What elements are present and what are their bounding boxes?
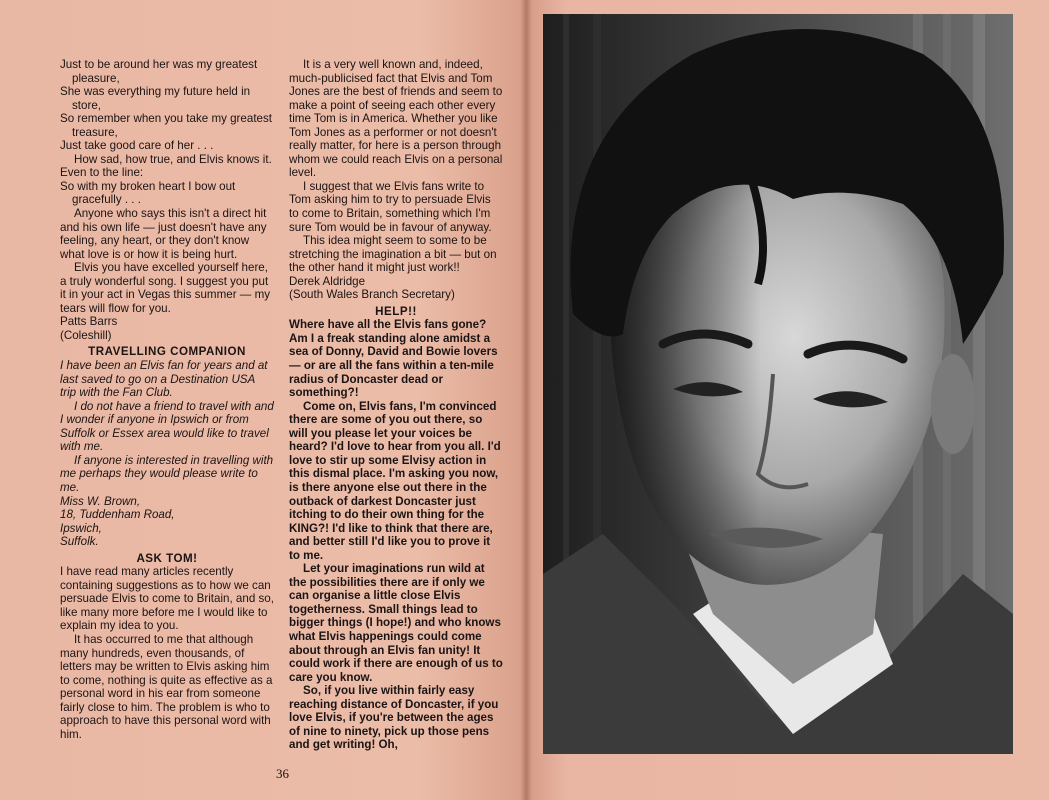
paragraph: I have been an Elvis fan for years and at last saved to go on a Destination USA trip with the Fan Club. <box>60 359 268 400</box>
paragraph: Where have all the Elvis fans gone? Am I a freak standing alone amidst a sea of Donny, David and Bowie lovers — or are all the fans within a ten-mile radius of Doncaster dead or something?! <box>289 318 498 400</box>
paragraph: Miss W. Brown, <box>60 494 141 508</box>
left-text-column <box>60 58 274 741</box>
paragraph: I have read many articles recently containing suggestions as to how we can persuade Elvis to come to Britain, and so, like many more before me I would like to explain my idea to you. <box>60 565 274 633</box>
paragraph: Anyone who says this isn't a direct hit and his own life — just doesn't have any feeling, any heart, or they don't know what love is or how it is being hurt. <box>60 207 267 261</box>
paragraph: Suffolk. <box>60 535 99 549</box>
section-heading: HELP!! <box>375 304 417 318</box>
paragraph: (South Wales Branch Secretary) <box>289 288 455 302</box>
portrait-illustration <box>543 14 1013 754</box>
paragraph: So with my broken heart I bow out gracefully . . . <box>60 179 236 207</box>
section-heading: TRAVELLING COMPANION <box>88 345 246 359</box>
paragraph: Just to be around her was my greatest pleasure, <box>60 58 258 85</box>
section-heading: ASK TOM! <box>136 551 198 565</box>
paragraph: Ipswich, <box>60 521 102 535</box>
binding-gutter <box>520 0 532 800</box>
paragraph: Elvis you have excelled yourself here, a truly wonderful song. I suggest you put it in your act in Vegas this summer — my tears will flow for you. <box>60 261 271 315</box>
paragraph: I do not have a friend to travel with and I wonder if anyone in Ipswich or from Suffolk or Essex area would like to travel with me. <box>60 399 274 454</box>
paragraph: This idea might seem to some to be stretching the imagination a bit — but on the other hand it might just work!! <box>289 234 497 275</box>
right-text-column <box>289 58 503 752</box>
paragraph: (Coleshill) <box>60 328 112 342</box>
portrait-photo <box>543 14 1013 754</box>
paragraph: How sad, how true, and Elvis knows it. Even to the line: <box>60 152 272 180</box>
paragraph: I suggest that we Elvis fans write to Tom asking him to try to persuade Elvis to come to Britain, something which I'm sure Tom would be in favour of anyway. <box>289 179 492 234</box>
paragraph: So remember when you take my greatest treasure, <box>60 112 273 139</box>
paragraph: Come on, Elvis fans, I'm convinced there are some of you out there, so will you please let your voices be heard? I'd love to hear from you all. I'd love to stir up some Elvisy action in this dismal place. I'm asking you now, is there anyone else out there in the outback of darkest Doncaster just itching to do their own thing for the KING?! I'd like to think that there are, and better still I'd like you to prove it to me. <box>289 399 501 562</box>
paragraph: It is a very well known and, indeed, much-publicised fact that Elvis and Tom Jones are the best of friends and seem to make a point of seeing each other every time Tom is in America. Whether you like Tom Jones as a performer or not doesn't really matter, for here is a person through whom we could reach Elvis on a personal level. <box>289 58 503 180</box>
paragraph: Derek Aldridge <box>289 274 366 288</box>
paragraph: Patts Barrs <box>60 315 118 329</box>
page-number: 36 <box>276 766 289 781</box>
paragraph: It has occurred to me that although many hundreds, even thousands, of letters may be written to Elvis asking him to come, nothing is quite as effective as a personal word in his ear from someone fairly close to him. The problem is who to approach to have this personal word with him. <box>60 632 273 741</box>
paragraph: She was everything my future held in store, <box>60 85 251 112</box>
paragraph: Just take good care of her . . . <box>60 139 214 153</box>
paragraph: If anyone is interested in travelling with me perhaps they would please write to me. <box>60 453 274 494</box>
paragraph: Let your imaginations run wild at the possibilities there are if only we can organise a little close Elvis togetherness. Small things lead to bigger things (I hope!) and who knows what Elvis happenings could come about through an Elvis fan unity! It could work if there are enough of us to care you know. <box>289 562 503 684</box>
paragraph: 18, Tuddenham Road, <box>60 508 175 522</box>
paragraph: So, if you live within fairly easy reaching distance of Doncaster, if you love Elvis, if you're between the ages of nine to ninety, pick up those pens and get writing! Oh, <box>289 684 499 752</box>
